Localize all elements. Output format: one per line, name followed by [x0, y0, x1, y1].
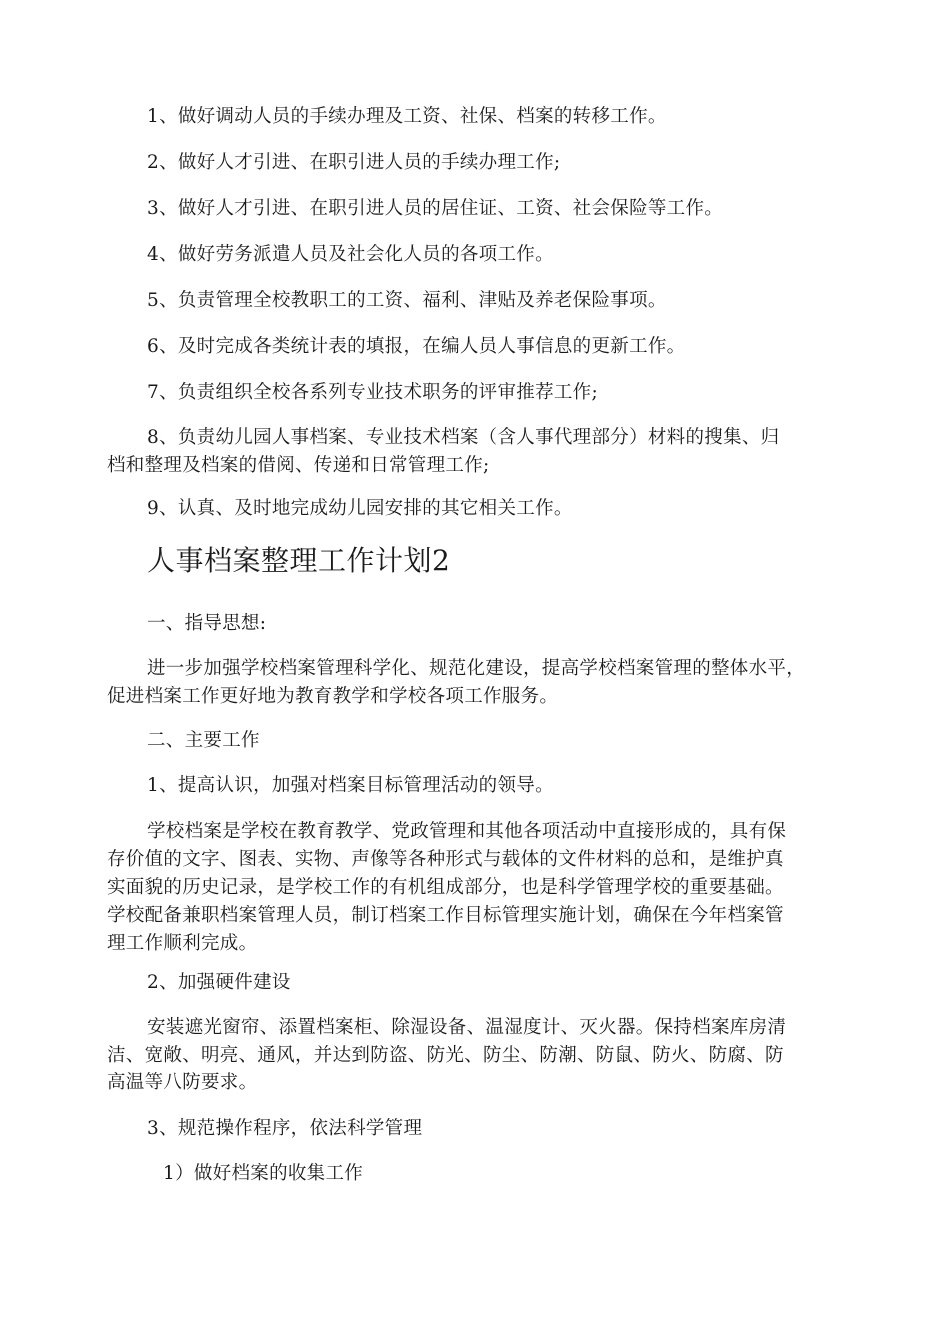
list-item-1: 1、做好调动人员的手续办理及工资、社保、档案的转移工作。 [147, 106, 667, 127]
point1-para-line-1: 学校档案是学校在教育教学、党政管理和其他各项活动中直接形成的，具有保 [147, 821, 787, 842]
section-heading: 人事档案整理工作计划2 [147, 544, 451, 577]
section2-title: 二、主要工作 [147, 730, 260, 751]
point1-para-line-3: 实面貌的历史记录，是学校工作的有机组成部分，也是科学管理学校的重要基础。 [107, 877, 784, 898]
list-item-8-line-1: 8、负责幼儿园人事档案、专业技术档案（含人事代理部分）材料的搜集、归 [147, 427, 780, 448]
list-item-8-line-2: 档和整理及档案的借阅、传递和日常管理工作; [107, 455, 490, 476]
point3-title: 3、规范操作程序，依法科学管理 [147, 1118, 423, 1139]
list-item-7: 7、负责组织全校各系列专业技术职务的评审推荐工作; [147, 382, 599, 403]
point1-para-line-5: 理工作顺利完成。 [107, 933, 258, 954]
point1-title: 1、提高认识，加强对档案目标管理活动的领导。 [147, 775, 554, 796]
point1-para-line-2: 存价值的文字、图表、实物、声像等各种形式与载体的文件材料的总和，是维护真 [107, 849, 784, 870]
sub1-title: 1）做好档案的收集工作 [163, 1163, 364, 1184]
point1-para-line-4: 学校配备兼职档案管理人员，制订档案工作目标管理实施计划，确保在今年档案管 [107, 905, 784, 926]
section1-para-line-2: 促进档案工作更好地为教育教学和学校各项工作服务。 [107, 686, 559, 707]
list-item-9: 9、认真、及时地完成幼儿园安排的其它相关工作。 [147, 498, 573, 519]
section1-title: 一、指导思想: [147, 613, 267, 634]
point2-title: 2、加强硬件建设 [147, 972, 291, 993]
point2-para-line-2: 洁、宽敞、明亮、通风，并达到防盗、防光、防尘、防潮、防鼠、防火、防腐、防 [107, 1045, 784, 1066]
list-item-5: 5、负责管理全校教职工的工资、福利、津贴及养老保险事项。 [147, 290, 667, 311]
point2-para-line-1: 安装遮光窗帘、添置档案柜、除湿设备、温湿度计、灭火器。保持档案库房清 [147, 1017, 787, 1038]
list-item-2: 2、做好人才引进、在职引进人员的手续办理工作; [147, 152, 561, 173]
section1-para-line-1: 进一步加强学校档案管理科学化、规范化建设，提高学校档案管理的整体水平， [147, 658, 806, 679]
list-item-3: 3、做好人才引进、在职引进人员的居住证、工资、社会保险等工作。 [147, 198, 724, 219]
list-item-6: 6、及时完成各类统计表的填报，在编人员人事信息的更新工作。 [147, 336, 686, 357]
point2-para-line-3: 高温等八防要求。 [107, 1072, 258, 1093]
list-item-4: 4、做好劳务派遣人员及社会化人员的各项工作。 [147, 244, 554, 265]
